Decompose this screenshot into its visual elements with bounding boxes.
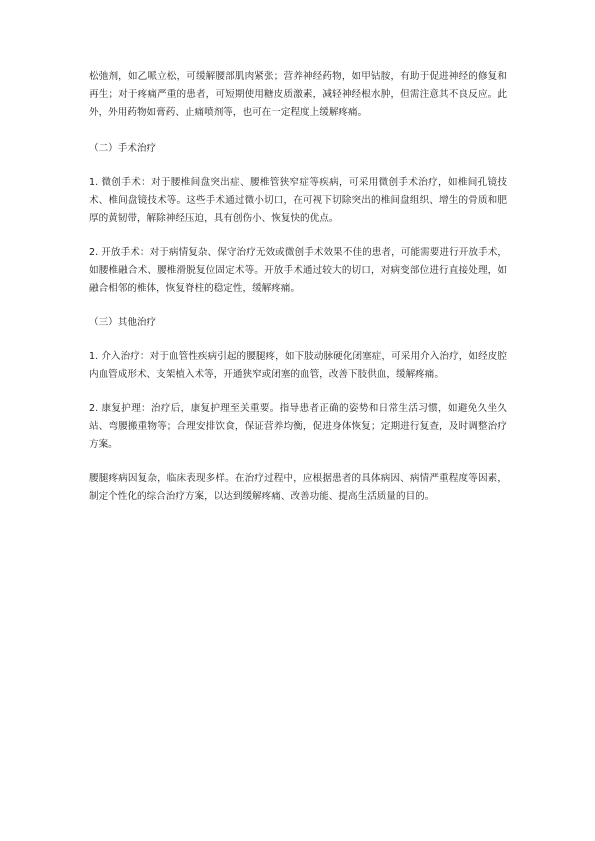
closing-paragraph: 腰腿疼病因复杂，临床表现多样。在治疗过程中，应根据患者的具体病因、病情严重程度等因素，制定个性化的综合治疗方案，以达到缓解疼痛、改善功能、提高生活质量的目的。 <box>89 473 507 502</box>
document-body <box>89 68 507 506</box>
list-item-minimally-invasive-surgery: 1. 微创手术：对于腰椎间盘突出症、腰椎管狭窄症等疾病，可采用微创手术治疗，如椎间孔镜技术、椎间盘镜技术等。这些手术通过微小切口，在可视下切除突出的椎间盘组织、增生的骨质和肥厚的黄韧带，解除神经压迫，具有创伤小、恢复快的优点。 <box>89 177 507 224</box>
section-heading-other-treatment: （三）其他治疗 <box>89 317 157 328</box>
list-item-interventional-therapy: 1. 介入治疗：对于血管性疾病引起的腰腿疼，如下肢动脉硬化闭塞症，可采用介入治疗，如经皮腔内血管成形术、支架植入术等，开通狭窄或闭塞的血管，改善下肢供血，缓解疼痛。 <box>89 351 507 380</box>
section-heading-surgery: （二）手术治疗 <box>89 143 157 154</box>
intro-paragraph: 松弛剂，如乙哌立松，可缓解腰部肌肉紧张；营养神经药物，如甲钴胺，有助于促进神经的修复和再生；对于疼痛严重的患者，可短期使用糖皮质激素，减轻神经根水肿，但需注意其不良反应。此外，外用药物如膏药、止痛喷剂等，也可在一定程度上缓解疼痛。 <box>89 71 507 118</box>
list-item-rehabilitation-care: 2. 康复护理：治疗后，康复护理至关重要。指导患者正确的姿势和日常生活习惯，如避免久坐久站、弯腰搬重物等；合理安排饮食，保证营养均衡，促进身体恢复；定期进行复查，及时调整治疗方案。 <box>89 403 507 450</box>
list-item-open-surgery: 2. 开放手术：对于病情复杂、保守治疗无效或微创手术效果不佳的患者，可能需要进行开放手术，如腰椎融合术、腰椎滑脱复位固定术等。开放手术通过较大的切口，对病变部位进行直接处理，如融合相邻的椎体，恢复脊柱的稳定性，缓解疼痛。 <box>89 247 507 294</box>
